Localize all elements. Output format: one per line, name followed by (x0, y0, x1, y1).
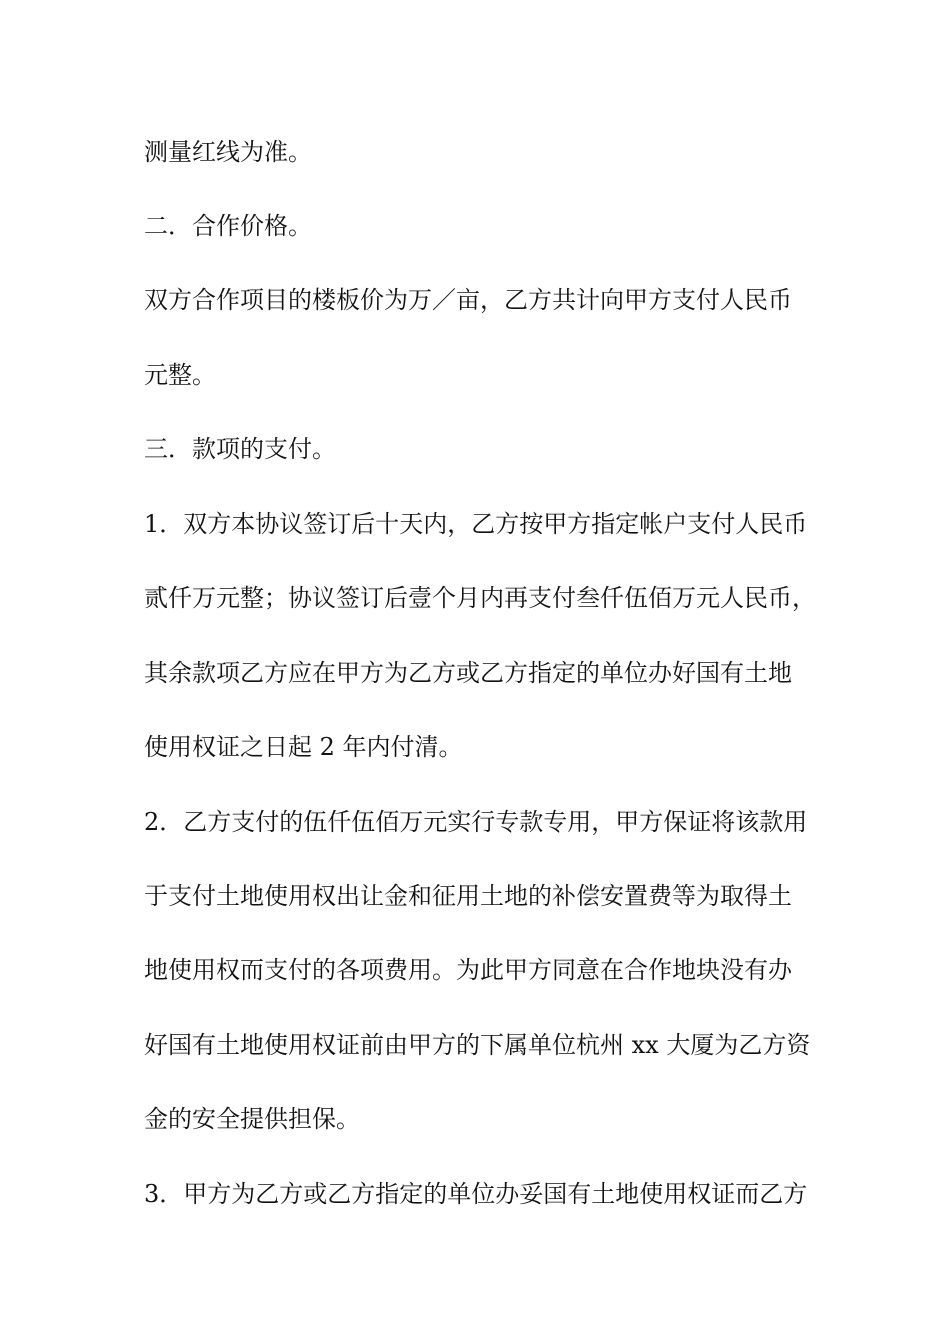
text-line-4: 元整。 (144, 361, 216, 389)
text-line-11: 于支付土地使用权出让金和征用土地的补偿安置费等为取得土 (144, 882, 792, 910)
section-heading-payment: 三．款项的支付。 (144, 435, 336, 463)
text-line-12: 地使用权而支付的各项费用。为此甲方同意在合作地块没有办 (144, 956, 792, 984)
text-line-15: 3．甲方为乙方或乙方指定的单位办妥国有土地使用权证而乙方 (144, 1180, 808, 1208)
text-line-3: 双方合作项目的楼板价为万／亩，乙方共计向甲方支付人民币 (144, 286, 792, 314)
text-line-13: 好国有土地使用权证前由甲方的下属单位杭州 xx 大厦为乙方资 (144, 1031, 811, 1059)
section-heading-price: 二．合作价格。 (144, 212, 312, 240)
text-line-7: 贰仟万元整；协议签订后壹个月内再支付叁仟伍佰万元人民币， (144, 584, 816, 612)
text-line-6: 1．双方本协议签订后十天内，乙方按甲方指定帐户支付人民币 (144, 510, 808, 538)
text-line-9: 使用权证之日起 2 年内付清。 (144, 733, 463, 761)
text-line-10: 2．乙方支付的伍仟伍佰万元实行专款专用，甲方保证将该款用 (144, 808, 808, 836)
text-line-1: 测量红线为准。 (144, 138, 312, 166)
text-line-14: 金的安全提供担保。 (144, 1105, 360, 1133)
text-line-8: 其余款项乙方应在甲方为乙方或乙方指定的单位办好国有土地 (144, 659, 792, 687)
